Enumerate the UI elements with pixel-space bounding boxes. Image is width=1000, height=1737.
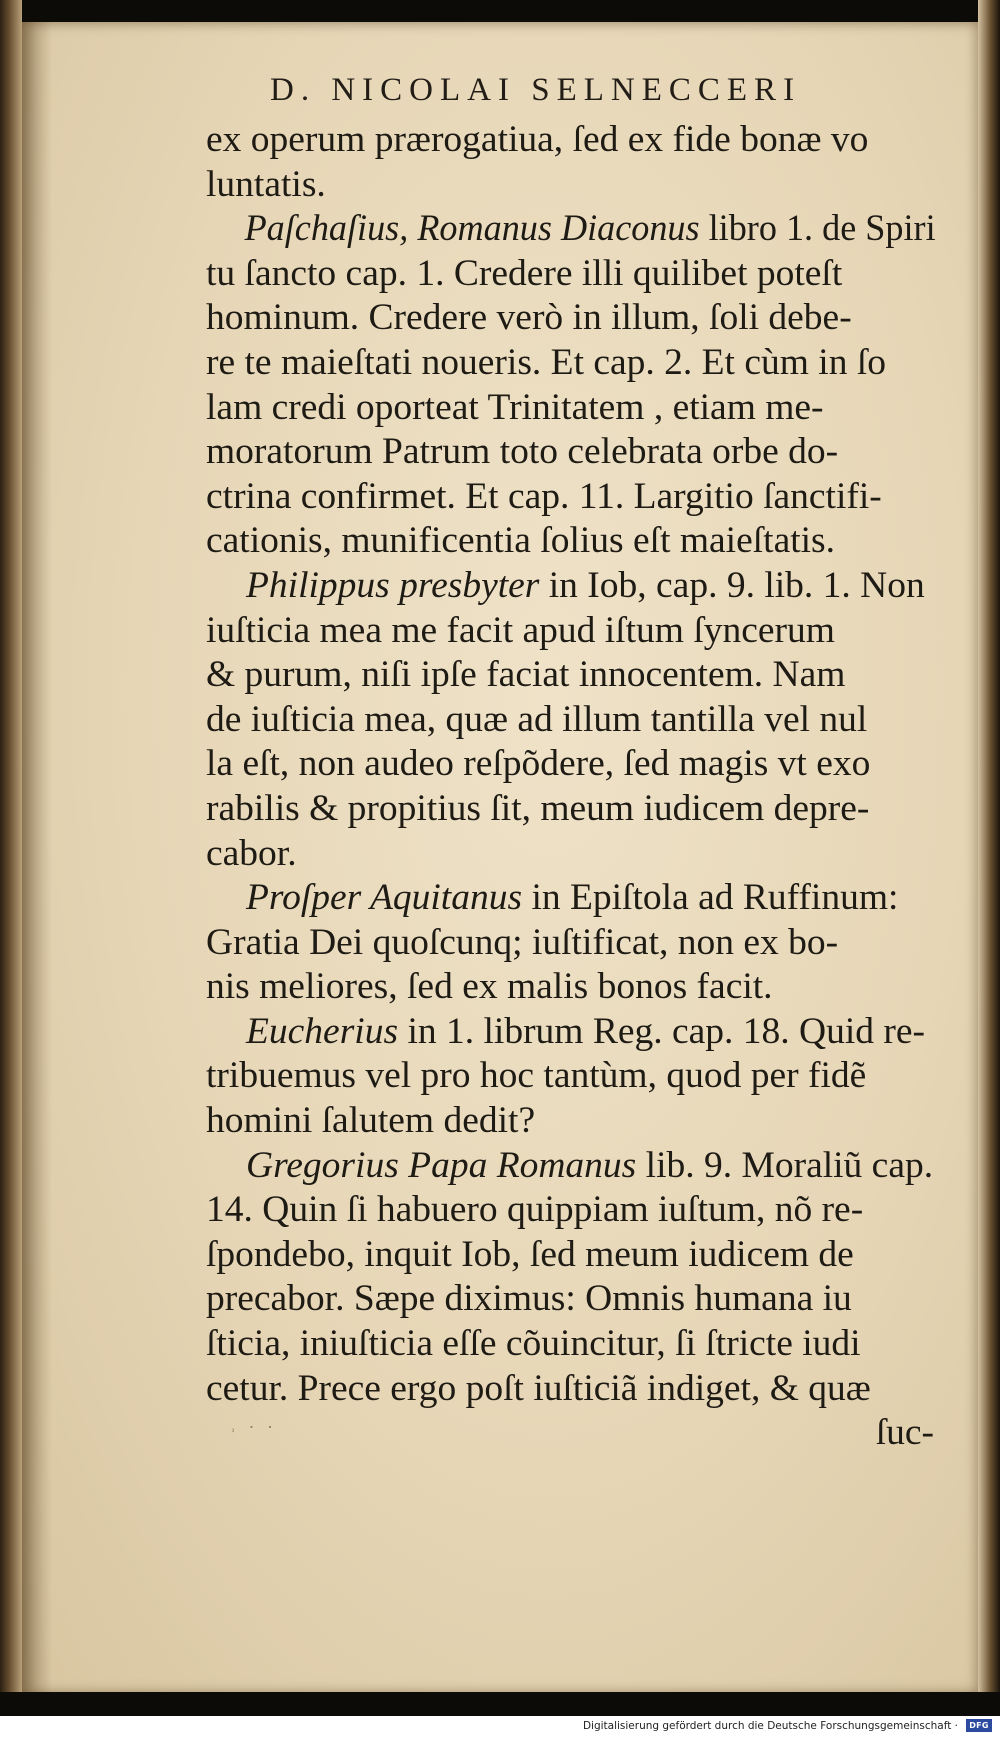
text-line: [206, 519, 956, 564]
text-line: [206, 475, 956, 520]
text-line: [206, 1054, 956, 1099]
line-text: ſticia, iniuſticia eſſe cõuincitur, ſi ſtricte iudi: [206, 1323, 861, 1365]
author-name: Paſchaſius, Romanus Diaconus: [244, 208, 700, 250]
line-text: ctrina confirmet. Et cap. 11. Largitio ſanctifi-: [206, 475, 882, 517]
author-name: Eucherius: [246, 1010, 399, 1052]
text-line: [206, 609, 956, 654]
scan-top-border: [0, 0, 1000, 24]
line-text: nis meliores, ſed ex malis bonos facit.: [206, 966, 773, 1008]
line-text: la eſt, non audeo reſpõdere, ſed magis vt exo: [206, 743, 871, 785]
line-text: libro 1. de Spiri: [699, 208, 936, 250]
line-text: in 1. librum Reg. cap. 18. Quid re-: [398, 1010, 926, 1052]
text-line: [206, 386, 956, 431]
text-line: [206, 1099, 956, 1144]
line-text: cationis, munificentia ſolius eſt maieſtatis.: [206, 520, 836, 562]
text-line: [206, 1277, 956, 1322]
author-name: Gregorius Papa Romanus: [246, 1144, 637, 1186]
text-line: [206, 564, 956, 609]
line-text: in Iob, cap. 9. lib. 1. Non: [539, 564, 925, 606]
text-line: [206, 430, 956, 475]
text-line: [206, 876, 956, 921]
line-text: de iuſticia mea, quæ ad illum tantilla vel nul: [206, 698, 868, 740]
book-spine-edge: [0, 0, 22, 1716]
text-line: [206, 296, 956, 341]
text-line: [206, 1188, 956, 1233]
text-line: [206, 787, 956, 832]
line-text: hominum. Credere verò in illum, ſoli debe-: [206, 297, 852, 339]
text-lines: [206, 118, 956, 1411]
text-line: [206, 1144, 956, 1189]
text-line: [206, 698, 956, 743]
ink-smudge: ˒ · ·: [230, 1417, 277, 1438]
catchword: ſuc-: [875, 1412, 934, 1454]
text-line: [206, 1367, 956, 1412]
digitization-credit: Digitalisierung gefördert durch die Deutsche Forschungsgemeinschaft ·: [582, 1720, 958, 1732]
dfg-logo: DFG: [966, 1719, 992, 1732]
line-text: tu ſancto cap. 1. Credere illi quilibet poteſt: [206, 252, 843, 294]
line-text: ex operum prærogatiua, ſed ex fide bonæ vo: [206, 119, 869, 160]
line-text: precabor. Sæpe diximus: Omnis humana iu: [206, 1278, 852, 1320]
line-text: in Epiſtola ad Ruffinum:: [522, 877, 899, 919]
line-text: tribuemus vel pro hoc tantùm, quod per fidẽ: [206, 1055, 867, 1097]
line-text: & purum, niſi ipſe faciat innocentem. Nam: [206, 654, 846, 696]
text-line: [206, 163, 956, 208]
scan-bottom-border: [0, 1692, 1000, 1716]
text-line: [206, 921, 956, 966]
page-fore-edge: [978, 0, 1000, 1716]
catchword-row: [206, 1411, 956, 1456]
text-line: [206, 207, 936, 252]
line-text: rabilis & propitius ſit, meum iudicem depre-: [206, 787, 870, 829]
line-text: iuſticia mea me facit apud iſtum ſyncerum: [206, 609, 835, 651]
text-line: [206, 118, 956, 163]
text-line: [206, 742, 956, 787]
line-text: lib. 9. Moraliũ cap.: [636, 1144, 934, 1186]
text-line: [206, 653, 956, 698]
text-line: [206, 252, 956, 297]
line-text: homini ſalutem dedit?: [206, 1100, 536, 1142]
gutter-shadow: [22, 22, 52, 1694]
line-text: lam credi oporteat Trinitatem , etiam me-: [206, 386, 824, 428]
author-name: Philippus presbyter: [246, 564, 540, 606]
line-text: ſpondebo, inquit Iob, ſed meum iudicem de: [206, 1233, 854, 1275]
line-text: cabor.: [206, 832, 297, 874]
line-text: moratorum Patrum toto celebrata orbe do-: [206, 431, 839, 473]
line-text: cetur. Prece ergo poſt iuſticiã indiget, & quæ: [206, 1367, 871, 1409]
running-head: D. NICOLAI SELNECCERI: [270, 72, 802, 108]
text-line: [206, 341, 956, 386]
line-text: luntatis.: [206, 163, 326, 205]
text-line: [206, 1233, 956, 1278]
text-line: [206, 1322, 956, 1367]
line-text: re te maieſtati noueris. Et cap. 2. Et cùm in ſo: [206, 341, 886, 383]
author-name: Proſper Aquitanus: [246, 877, 523, 919]
text-line: [206, 1010, 956, 1055]
text-line: [206, 832, 956, 877]
line-text: Gratia Dei quoſcunq; iuſtificat, non ex bo-: [206, 921, 839, 963]
page-text-block: [206, 62, 956, 1456]
text-line: [206, 965, 956, 1010]
line-text: 14. Quin ſi habuero quippiam iuſtum, nõ re-: [206, 1189, 864, 1231]
